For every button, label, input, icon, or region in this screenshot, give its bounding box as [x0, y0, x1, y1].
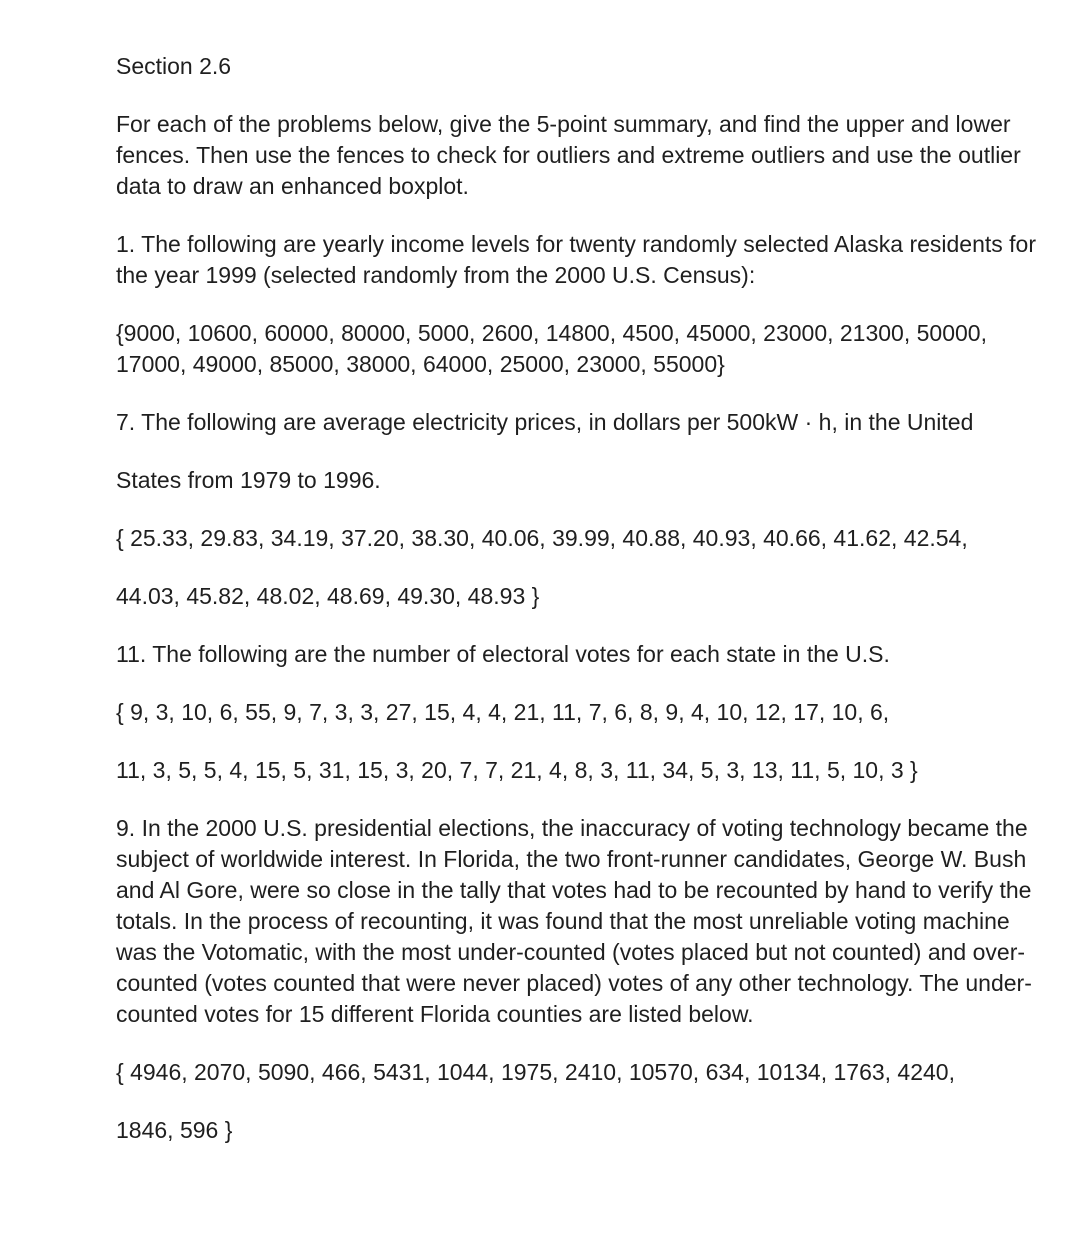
problem-7-data-line1: { 25.33, 29.83, 34.19, 37.20, 38.30, 40.06, 39.99, 40.88, 40.93, 40.66, 41.62, 42.54, [116, 525, 968, 551]
problem-7-data-line2: 44.03, 45.82, 48.02, 48.69, 49.30, 48.93 } [116, 583, 540, 609]
problem-7-text-line2: States from 1979 to 1996. [116, 467, 381, 493]
section-title: Section 2.6 [116, 53, 232, 79]
problem-11-text: 11. The following are the number of electoral votes for each state in the U.S. [116, 641, 890, 667]
problem-9-data-line2: 1846, 596 } [116, 1117, 233, 1143]
problem-9-text: 9. In the 2000 U.S. presidential elections, the inaccuracy of voting technology became the subject of worldwide interest. In Florida, the two front-runner candidates, George W. Bush and Al Gore, were so close in the tally that votes had to be recounted by hand to verify the totals. In the process of recounting, it was found that the most unreliable voting machine was the Votomatic, with the most under-counted (votes placed but not counted) and over-counted (votes counted that were never placed) votes of any other technology. The under-counted votes for 15 different Florida counties are listed below. [116, 815, 1038, 1027]
problem-11-data-line2: 11, 3, 5, 5, 4, 15, 5, 31, 15, 3, 20, 7, 7, 21, 4, 8, 3, 11, 34, 5, 3, 13, 11, 5, 10, 3 } [116, 757, 918, 783]
problem-9-data-line1: { 4946, 2070, 5090, 466, 5431, 1044, 1975, 2410, 10570, 634, 10134, 1763, 4240, [116, 1059, 955, 1085]
problem-11-data-line1: { 9, 3, 10, 6, 55, 9, 7, 3, 3, 27, 15, 4, 4, 21, 11, 7, 6, 8, 9, 4, 10, 12, 17, 10, 6, [116, 699, 890, 725]
problem-1-text: 1. The following are yearly income levels for twenty randomly selected Alaska residents for the year 1999 (selected randomly from the 2000 U.S. Census): [116, 231, 1043, 288]
instructions: For each of the problems below, give the 5-point summary, and find the upper and lower fences. Then use the fences to check for outliers and extreme outliers and use the outlier data to draw an enhanced boxplot. [116, 111, 1028, 199]
document-page [116, 51, 1046, 1146]
problem-1-data: {9000, 10600, 60000, 80000, 5000, 2600, 14800, 4500, 45000, 23000, 21300, 50000, 17000, 49000, 85000, 38000, 64000, 25000, 23000, 55000} [116, 320, 994, 377]
problem-7-text-line1: 7. The following are average electricity prices, in dollars per 500kW · h, in the United [116, 409, 974, 435]
